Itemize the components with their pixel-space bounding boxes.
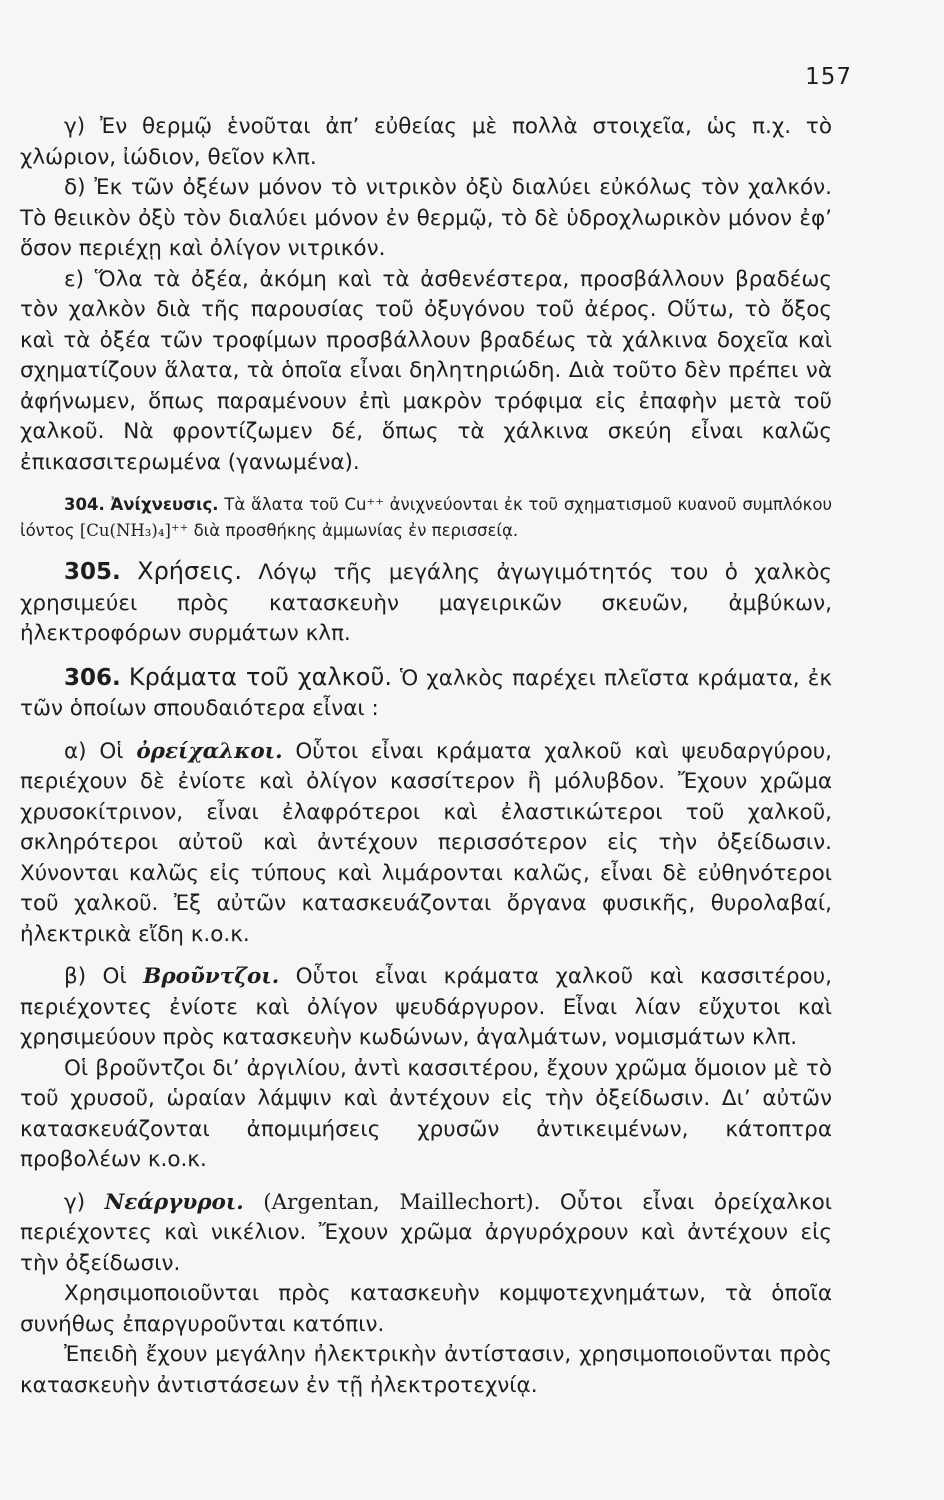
paragraph-gamma-heat: γ) Ἐν θερμῷ ἑνοῦται ἀπ’ εὐθείας μὲ πολλὰ στοιχεῖα, ὡς π.χ. τὸ χλώριον, ἰώδιον, θεῖον κλπ. [20, 114, 832, 170]
alloy-bronze-name: Βροῦντζοι. [143, 964, 280, 989]
alloy-brass-text: Οὗτοι εἶναι κράματα χαλκοῦ καὶ ψευδαργύρου, περιέχουν δὲ ἐνίοτε καὶ ὀλίγον κασσίτερον ἢ μόλυβδον. Ἔχουν χρῶμα χρυσοκίτρινον, εἶναι ἐλαφρότεροι καὶ ἐλαστικώτεροι τοῦ χαλκοῦ, σκληρότεροι αὐτοῦ καὶ ἀντέχουν περισσότερον εἰς τὴν ὀξείδωσιν. Χύνονται καλῶς εἰς τύπους καὶ λιμάρονται καλῶς, εἶναι δὲ εὐθηνότεροι τοῦ χαλκοῦ. Ἐξ αὐτῶν κατασκευάζονται ὄργανα φυσικῆς, θυρολαβαί, ἠλεκτρικὰ εἴδη κ.ο.κ. [20, 738, 832, 947]
section-304-title: Ἀνίχνευσις. [110, 495, 219, 514]
alloy-nickel-silver-text: Οὗτοι εἶναι ὀρείχαλκοι περιέχοντες καὶ νικέλιον. Ἔχουν χρῶμα ἀργυρόχρουν καὶ ἀντέχουν εἰς τὴν ὀξείδωσιν. [20, 1189, 832, 1276]
alloy-brass [20, 737, 832, 951]
section-305-number: 305. [64, 559, 121, 585]
alloy-nickel-silver-uses: Χρησιμοποιοῦνται πρὸς κατασκευὴν κομψοτεχνημάτων, τὰ ὁποῖα συνήθως ἐπαργυροῦνται κατόπιν. [20, 1281, 832, 1337]
section-304-number: 304. [64, 495, 105, 514]
page-body [20, 112, 832, 1401]
alloy-bronze-marker: β) Οἱ [64, 964, 127, 989]
alloy-nickel-silver-marker: γ) [64, 1189, 86, 1215]
alloy-brass-marker: α) Οἱ [64, 738, 124, 764]
complex-ion-formula: [Cu(NH₃)₄]⁺⁺ [79, 521, 189, 540]
alloy-nickel-silver-name: Νεάργυροι. [104, 1189, 244, 1215]
section-306-title: Κράματα τοῦ χαλκοῦ. [128, 662, 392, 691]
alloy-nickel-silver [20, 1188, 832, 1280]
page-number: 157 [805, 64, 852, 90]
alloy-brass-name: ὀρείχαλκοι. [136, 738, 283, 764]
section-304-text-a: Τὰ ἅλατα τοῦ Cu⁺⁺ ἀνιχνεύονται ἐκ τοῦ σχηματισμοῦ κυανοῦ συμπλόκου ἰόντος [20, 495, 833, 540]
section-305 [20, 556, 832, 650]
alloy-bronze [20, 962, 832, 1054]
section-306-text: Ὁ χαλκὸς παρέχει πλεῖστα κράματα, ἐκ τῶν ὁποίων σπουδαιότερα εἶναι : [20, 665, 832, 721]
paragraph-delta-acids: δ) Ἐκ τῶν ὀξέων μόνον τὸ νιτρικὸν ὀξὺ διαλύει εὐκόλως τὸν χαλκόν. Τὸ θειικὸν ὀξὺ τὸν διαλύει μόνον ἐν θερμῷ, τὸ δὲ ὑδροχλωρικὸν μόνον ἐφ’ ὅσον περιέχῃ καὶ ὀλίγον νιτρικόν. [20, 175, 832, 261]
paragraph-epsilon-acids: ε) Ὅλα τὰ ὀξέα, ἀκόμη καὶ τὰ ἀσθενέστερα, προσβάλλουν βραδέως τὸν χαλκὸν διὰ τῆς παρουσίας τοῦ ὀξυγόνου τοῦ ἀέρος. Οὕτω, τὸ ὄξος καὶ τὰ ὀξέα τῶν τροφίμων προσβάλλουν βραδέως τὰ χάλκινα δοχεῖα καὶ σχηματίζουν ἅλατα, τὰ ὁποῖα εἶναι δηλητηριώδη. Διὰ τοῦτο δὲν πρέπει νὰ ἀφήνωμεν, ὅπως παραμένουν ἐπὶ μακρὸν τρόφιμα εἰς ἐπαφὴν μετὰ τοῦ χαλκοῦ. Νὰ φροντίζωμεν δέ, ὅπως τὰ χάλκινα σκεύη εἶναι καλῶς ἐπικασσιτερωμένα (γανωμένα). [20, 266, 832, 475]
section-304 [20, 492, 832, 544]
section-305-title: Χρήσεις. [137, 557, 243, 585]
section-304-text-b: διὰ προσθήκης ἀμμωνίας ἐν περισσείᾳ. [188, 521, 519, 540]
alloy-nickel-silver-resistance: Ἐπειδὴ ἔχουν μεγάλην ἠλεκτρικὴν ἀντίστασιν, χρησιμοποιοῦνται πρὸς κατασκευὴν ἀντιστάσεων ἐν τῇ ἠλεκτροτεχνίᾳ. [20, 1342, 832, 1398]
section-305-text: Λόγῳ τῆς μεγάλης ἀγωγιμότητός του ὁ χαλκὸς χρησιμεύει πρὸς κατασκευὴν μαγειρικῶν σκευῶν, ἀμβύκων, ἠλεκτροφόρων συρμάτων κλπ. [20, 560, 833, 646]
alloy-nickel-silver-aliases: (Argentan, Maillechort). [263, 1189, 541, 1215]
alloy-bronze-text: Οὗτοι εἶναι κράματα χαλκοῦ καὶ κασσιτέρου, περιέχοντες ἐνίοτε καὶ ὀλίγον ψευδάργυρον. Εἶναι λίαν εὔχυτοι καὶ χρησιμεύουν πρὸς κατασκευὴν κωδώνων, ἀγαλμάτων, νομισμάτων κλπ. [20, 964, 832, 1050]
alloy-bronze-aluminium: Οἱ βροῦντζοι δι’ ἀργιλίου, ἀντὶ κασσιτέρου, ἔχουν χρῶμα ὅμοιον μὲ τὸ τοῦ χρυσοῦ, ὡραίαν λάμψιν καὶ ἀντέχουν εἰς τὴν ὀξείδωσιν. Δι’ αὐτῶν κατασκευάζονται ἀπομιμήσεις χρυσῶν ἀντικειμένων, κάτοπτρα προβολέων κ.ο.κ. [20, 1055, 832, 1172]
section-306 [20, 662, 832, 725]
section-306-number: 306. [64, 664, 121, 691]
